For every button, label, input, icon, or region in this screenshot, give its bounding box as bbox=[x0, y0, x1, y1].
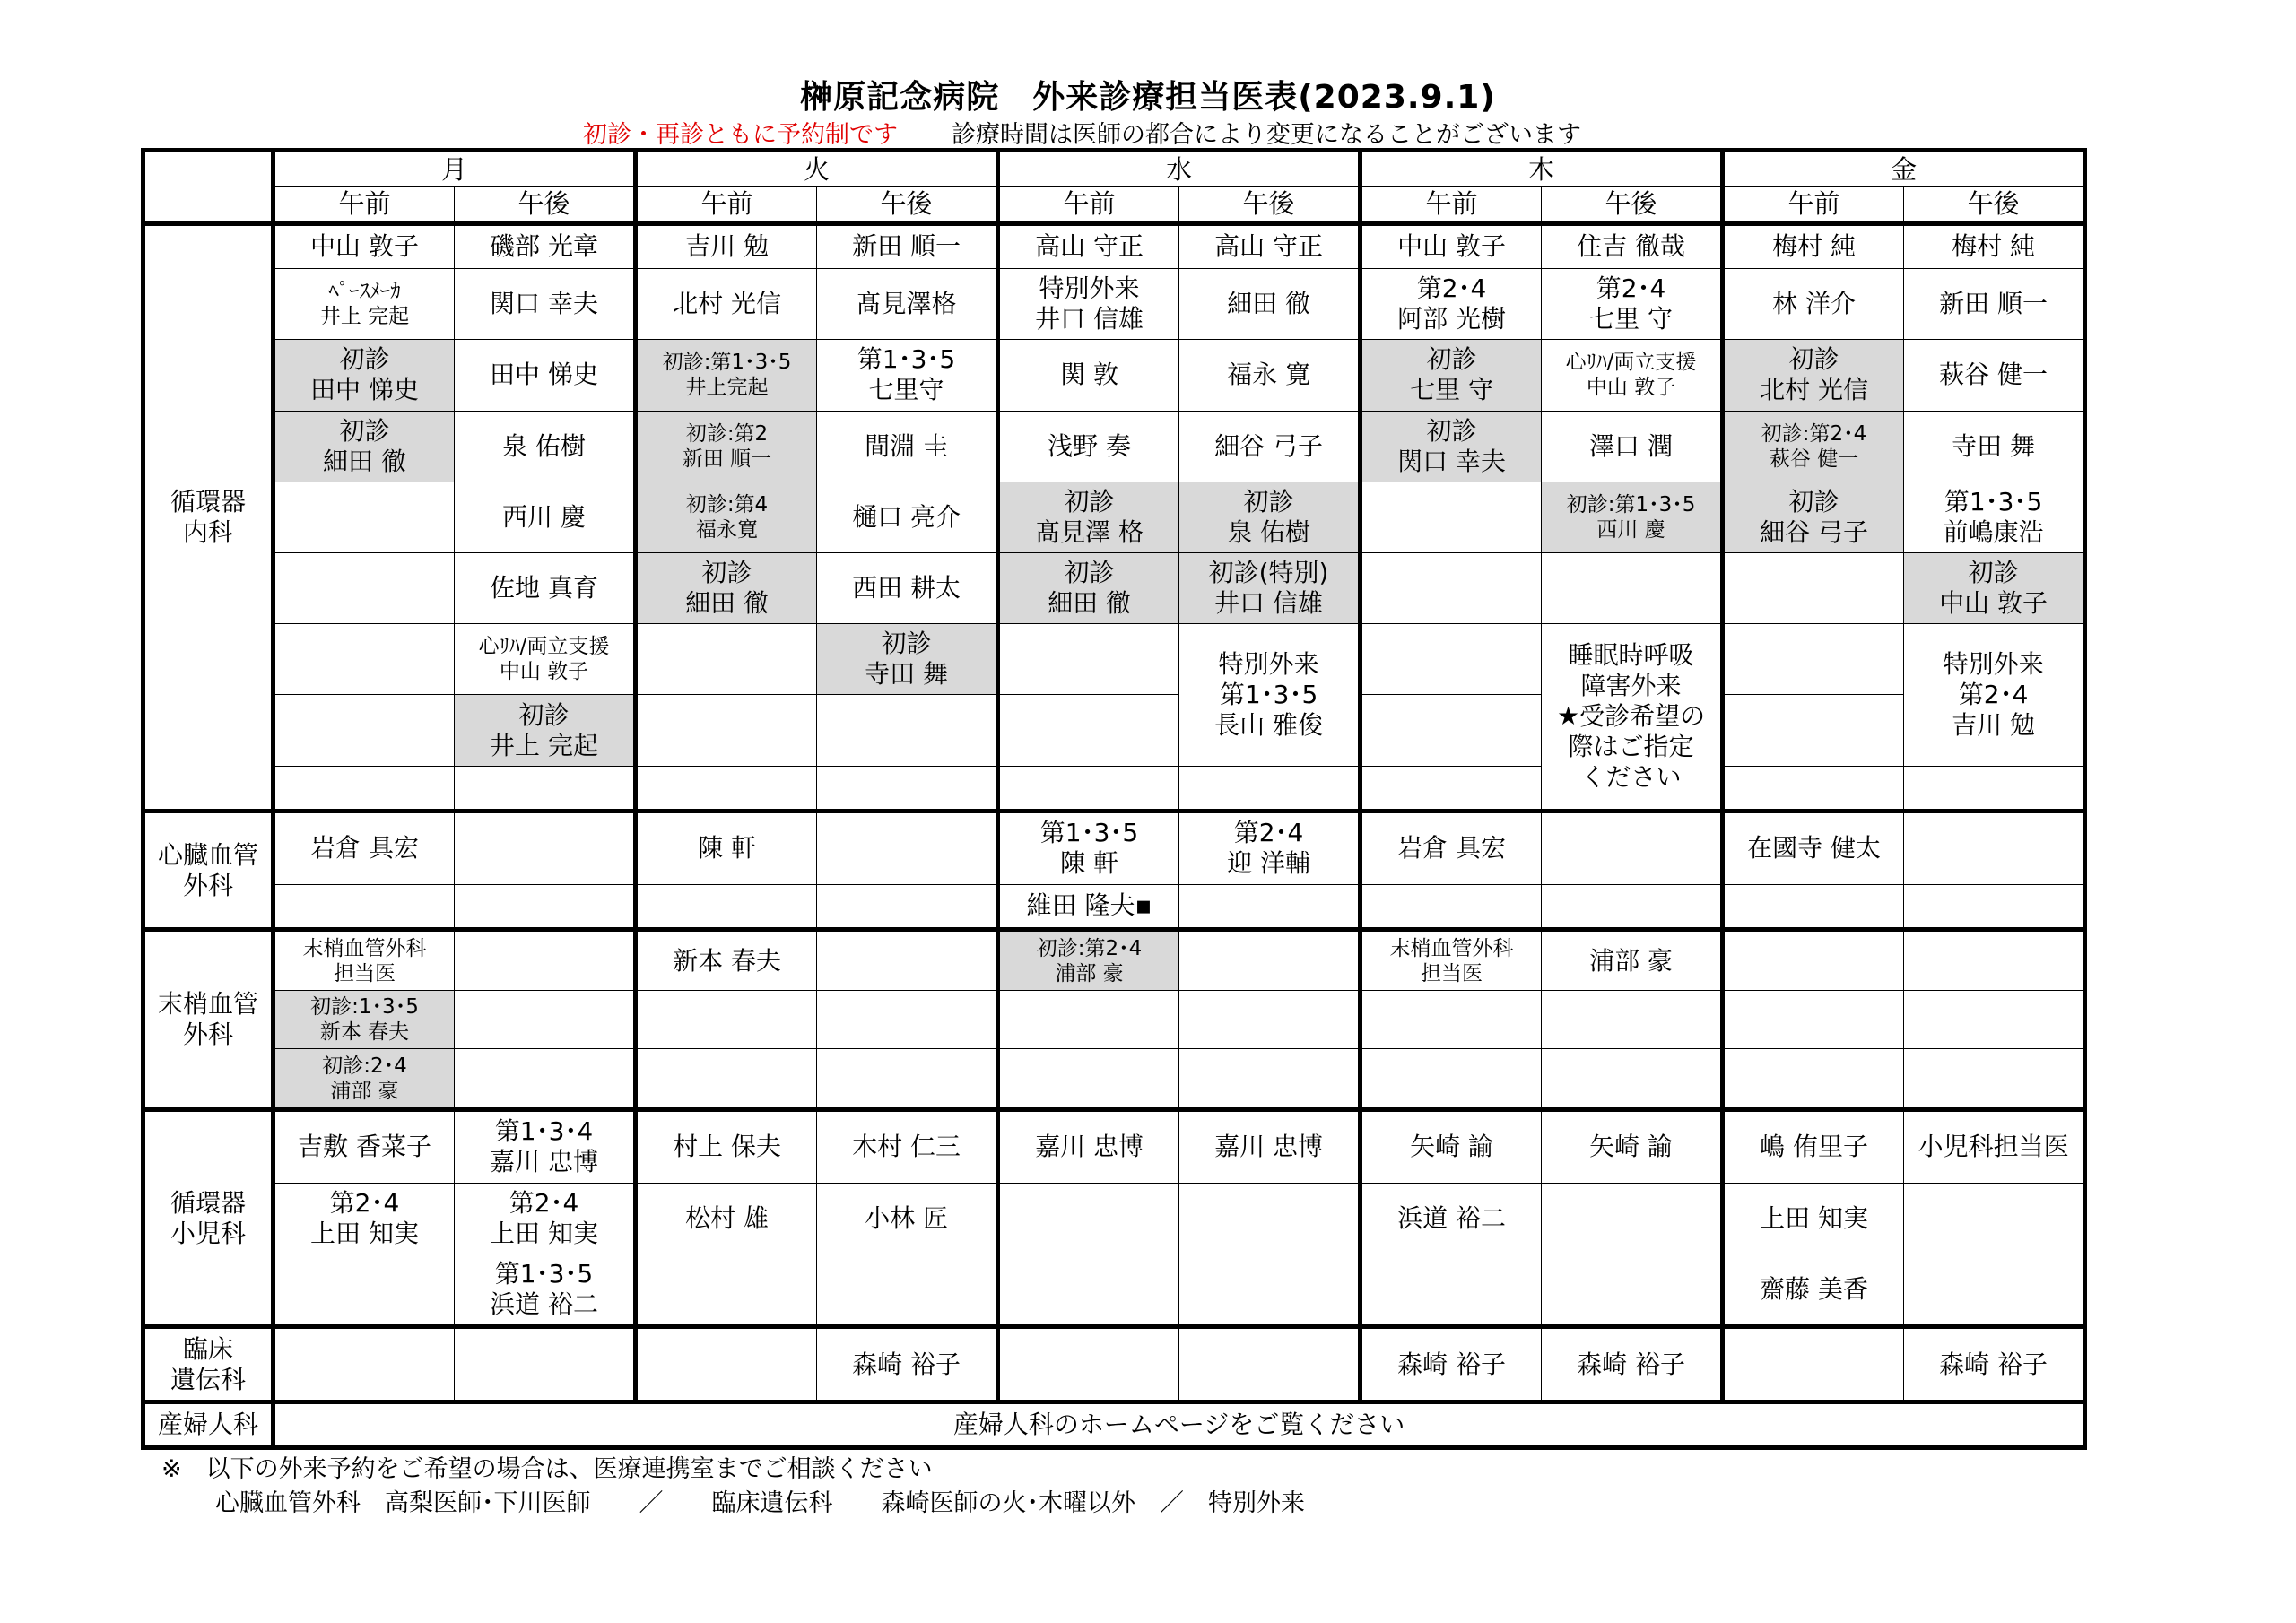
cell-cardiac-surgery-r1-mon-pm bbox=[455, 884, 636, 930]
am-header-mon: 午前 bbox=[274, 187, 455, 223]
cell-cardiac-surgery-r0-mon-am: 岩倉 具宏 bbox=[274, 812, 455, 885]
footnote-1: ※ 以下の外来予約をご希望の場合は、医療連携室までご相談ください bbox=[161, 1455, 933, 1483]
cell-cardiac-surgery-r0-wed-am: 第1･3･5 陳 軒 bbox=[998, 812, 1179, 885]
cell-peripheral-r1-wed-pm bbox=[1179, 990, 1361, 1048]
cell-cardio-internal-r7-fri-am bbox=[1723, 695, 1904, 766]
cell-pediatric-r2-wed-am bbox=[998, 1254, 1179, 1327]
cell-cardio-internal-r4-thu-am bbox=[1361, 482, 1542, 552]
cell-peripheral-r2-thu-am bbox=[1361, 1049, 1542, 1110]
cell-cardio-internal-r8-wed-pm bbox=[1179, 766, 1361, 812]
cell-cardio-internal-r0-mon-pm: 磯部 光章 bbox=[455, 223, 636, 269]
day-header-tue: 火 bbox=[636, 151, 998, 187]
cell-genetics-r0-wed-am bbox=[998, 1327, 1179, 1402]
cell-cardio-internal-r1-thu-pm: 第2･4 七里 守 bbox=[1542, 269, 1723, 340]
cell-cardio-internal-r6-wed-am bbox=[998, 624, 1179, 695]
cell-cardiac-surgery-r0-mon-pm bbox=[455, 812, 636, 885]
cell-cardio-internal-r6-thu-pm: 睡眠時呼吸 障害外来 ★受診希望の 際はご指定 ください bbox=[1542, 624, 1723, 812]
cell-pediatric-r1-tue-pm: 小林 匠 bbox=[817, 1183, 998, 1254]
cell-pediatric-r1-wed-am bbox=[998, 1183, 1179, 1254]
cell-cardio-internal-r0-fri-am: 梅村 純 bbox=[1723, 223, 1904, 269]
cell-cardio-internal-r7-wed-am bbox=[998, 695, 1179, 766]
cell-pediatric-r0-tue-am: 村上 保夫 bbox=[636, 1110, 817, 1184]
cell-cardiac-surgery-r1-wed-pm bbox=[1179, 884, 1361, 930]
cell-cardio-internal-r2-mon-am: 初診 田中 悌史 bbox=[274, 340, 455, 411]
cell-peripheral-r2-wed-pm bbox=[1179, 1049, 1361, 1110]
cell-cardiac-surgery-r1-mon-am bbox=[274, 884, 455, 930]
cell-peripheral-r1-fri-pm bbox=[1904, 990, 2085, 1048]
cell-pediatric-r0-thu-pm: 矢崎 諭 bbox=[1542, 1110, 1723, 1184]
cell-peripheral-r1-tue-pm bbox=[817, 990, 998, 1048]
cell-peripheral-r2-fri-pm bbox=[1904, 1049, 2085, 1110]
notice-line bbox=[583, 115, 1581, 150]
cell-peripheral-r0-mon-am: 末梢血管外科 担当医 bbox=[274, 930, 455, 991]
cell-cardiac-surgery-r1-wed-am: 維田 隆夫▪ bbox=[998, 884, 1179, 930]
day-header-thu: 木 bbox=[1361, 151, 1723, 187]
cell-cardio-internal-r6-mon-am bbox=[274, 624, 455, 695]
cell-cardio-internal-r2-tue-pm: 第1･3･5 七里守 bbox=[817, 340, 998, 411]
cell-cardiac-surgery-r0-tue-pm bbox=[817, 812, 998, 885]
cell-cardio-internal-r0-tue-am: 吉川 勉 bbox=[636, 223, 817, 269]
cell-pediatric-r1-fri-am: 上田 知実 bbox=[1723, 1183, 1904, 1254]
cell-cardio-internal-r5-thu-pm bbox=[1542, 552, 1723, 623]
cell-peripheral-r2-wed-am bbox=[998, 1049, 1179, 1110]
cell-cardio-internal-r6-wed-pm: 特別外来 第1･3･5 長山 雅俊 bbox=[1179, 624, 1361, 766]
cell-pediatric-r1-thu-am: 浜道 裕二 bbox=[1361, 1183, 1542, 1254]
am-header-tue: 午前 bbox=[636, 187, 817, 223]
cell-genetics-r0-fri-pm: 森崎 裕子 bbox=[1904, 1327, 2085, 1402]
cell-peripheral-r0-tue-pm bbox=[817, 930, 998, 991]
schedule-table bbox=[141, 148, 2087, 1450]
footnote-2: 心臓血管外科 高梨医師･下川医師 ／ 臨床遺伝科 森崎医師の火･木曜以外 ／ 特別外来 bbox=[215, 1489, 1305, 1517]
cell-cardio-internal-r6-fri-am bbox=[1723, 624, 1904, 695]
cell-pediatric-r0-mon-am: 吉敷 香菜子 bbox=[274, 1110, 455, 1184]
cell-cardio-internal-r1-tue-pm: 髙見澤格 bbox=[817, 269, 998, 340]
cell-pediatric-r1-mon-am: 第2･4 上田 知実 bbox=[274, 1183, 455, 1254]
cell-cardio-internal-r2-wed-am: 関 敦 bbox=[998, 340, 1179, 411]
cell-cardio-internal-r6-mon-pm: 心ﾘﾊ/両立支援 中山 敦子 bbox=[455, 624, 636, 695]
cell-cardiac-surgery-r0-fri-am: 在國寺 健太 bbox=[1723, 812, 1904, 885]
cell-cardiac-surgery-r0-thu-pm bbox=[1542, 812, 1723, 885]
cell-cardio-internal-r3-wed-am: 浅野 奏 bbox=[998, 411, 1179, 482]
day-header-wed: 水 bbox=[998, 151, 1361, 187]
cell-cardio-internal-r8-wed-am bbox=[998, 766, 1179, 812]
cell-cardio-internal-r8-fri-am bbox=[1723, 766, 1904, 812]
cell-cardio-internal-r2-wed-pm: 福永 寛 bbox=[1179, 340, 1361, 411]
cell-cardio-internal-r2-fri-pm: 萩谷 健一 bbox=[1904, 340, 2085, 411]
cell-cardio-internal-r7-tue-pm bbox=[817, 695, 998, 766]
cell-cardio-internal-r7-mon-am bbox=[274, 695, 455, 766]
cell-cardio-internal-r0-wed-am: 高山 守正 bbox=[998, 223, 1179, 269]
pm-header-thu: 午後 bbox=[1542, 187, 1723, 223]
cell-cardio-internal-r8-mon-pm bbox=[455, 766, 636, 812]
cell-cardio-internal-r8-fri-pm bbox=[1904, 766, 2085, 812]
cell-cardio-internal-r8-tue-pm bbox=[817, 766, 998, 812]
cell-cardio-internal-r1-wed-pm: 細田 徹 bbox=[1179, 269, 1361, 340]
cell-cardio-internal-r5-tue-pm: 西田 耕太 bbox=[817, 552, 998, 623]
cell-cardio-internal-r0-fri-pm: 梅村 純 bbox=[1904, 223, 2085, 269]
cell-cardio-internal-r6-thu-am bbox=[1361, 624, 1542, 695]
cell-pediatric-r2-wed-pm bbox=[1179, 1254, 1361, 1327]
dept-cardio-internal: 循環器 内科 bbox=[144, 223, 274, 812]
cell-cardio-internal-r5-wed-pm: 初診(特別) 井口 信雄 bbox=[1179, 552, 1361, 623]
cell-cardio-internal-r0-mon-am: 中山 敦子 bbox=[274, 223, 455, 269]
dept-cardiac-surgery: 心臓血管 外科 bbox=[144, 812, 274, 930]
cell-cardio-internal-r2-thu-am: 初診 七里 守 bbox=[1361, 340, 1542, 411]
cell-pediatric-r1-wed-pm bbox=[1179, 1183, 1361, 1254]
day-header-fri: 金 bbox=[1723, 151, 2085, 187]
cell-cardio-internal-r5-mon-pm: 佐地 真育 bbox=[455, 552, 636, 623]
cell-genetics-r0-wed-pm bbox=[1179, 1327, 1361, 1402]
cell-peripheral-r0-wed-am: 初診:第2･4 浦部 豪 bbox=[998, 930, 1179, 991]
cell-peripheral-r1-wed-am bbox=[998, 990, 1179, 1048]
cell-cardio-internal-r7-tue-am bbox=[636, 695, 817, 766]
cell-cardio-internal-r4-wed-am: 初診 髙見澤 格 bbox=[998, 482, 1179, 552]
cell-cardio-internal-r3-wed-pm: 細谷 弓子 bbox=[1179, 411, 1361, 482]
cell-cardio-internal-r0-tue-pm: 新田 順一 bbox=[817, 223, 998, 269]
cell-peripheral-r2-tue-am bbox=[636, 1049, 817, 1110]
hours-note: 診療時間は医師の都合により変更になることがございます bbox=[952, 121, 1581, 149]
cell-cardio-internal-r2-tue-am: 初診:第1･3･5 井上完起 bbox=[636, 340, 817, 411]
cell-cardio-internal-r5-fri-pm: 初診 中山 敦子 bbox=[1904, 552, 2085, 623]
reservation-note: 初診・再診ともに予約制です bbox=[583, 121, 898, 149]
cell-cardio-internal-r8-thu-am bbox=[1361, 766, 1542, 812]
cell-pediatric-r2-mon-pm: 第1･3･5 浜道 裕二 bbox=[455, 1254, 636, 1327]
cell-peripheral-r1-thu-pm bbox=[1542, 990, 1723, 1048]
cell-cardio-internal-r8-mon-am bbox=[274, 766, 455, 812]
cell-cardio-internal-r4-thu-pm: 初診:第1･3･5 西川 慶 bbox=[1542, 482, 1723, 552]
cell-cardiac-surgery-r1-thu-pm bbox=[1542, 884, 1723, 930]
cell-cardio-internal-r3-mon-am: 初診 細田 徹 bbox=[274, 411, 455, 482]
cell-genetics-r0-mon-am bbox=[274, 1327, 455, 1402]
cell-cardio-internal-r3-fri-pm: 寺田 舞 bbox=[1904, 411, 2085, 482]
cell-pediatric-r2-fri-pm bbox=[1904, 1254, 2085, 1327]
am-header-wed: 午前 bbox=[998, 187, 1179, 223]
cell-cardio-internal-r7-thu-am bbox=[1361, 695, 1542, 766]
corner-cell bbox=[144, 151, 274, 224]
cell-cardio-internal-r0-thu-pm: 住吉 徹哉 bbox=[1542, 223, 1723, 269]
cell-cardiac-surgery-r1-fri-am bbox=[1723, 884, 1904, 930]
cell-genetics-r0-mon-pm bbox=[455, 1327, 636, 1402]
cell-cardio-internal-r2-thu-pm: 心ﾘﾊ/両立支援 中山 敦子 bbox=[1542, 340, 1723, 411]
day-header-mon: 月 bbox=[274, 151, 636, 187]
cell-cardio-internal-r2-fri-am: 初診 北村 光信 bbox=[1723, 340, 1904, 411]
am-header-fri: 午前 bbox=[1723, 187, 1904, 223]
cell-cardio-internal-r3-mon-pm: 泉 佑樹 bbox=[455, 411, 636, 482]
dept-genetics: 臨床 遺伝科 bbox=[144, 1327, 274, 1402]
cell-cardiac-surgery-r1-tue-am bbox=[636, 884, 817, 930]
cell-peripheral-r0-wed-pm bbox=[1179, 930, 1361, 991]
cell-cardio-internal-r3-thu-pm: 澤口 潤 bbox=[1542, 411, 1723, 482]
cell-cardiac-surgery-r0-thu-am: 岩倉 具宏 bbox=[1361, 812, 1542, 885]
cell-cardio-internal-r8-tue-am bbox=[636, 766, 817, 812]
cell-pediatric-r1-fri-pm bbox=[1904, 1183, 2085, 1254]
cell-pediatric-r2-thu-am bbox=[1361, 1254, 1542, 1327]
pm-header-mon: 午後 bbox=[455, 187, 636, 223]
cell-peripheral-r0-tue-am: 新本 春夫 bbox=[636, 930, 817, 991]
cell-cardiac-surgery-r1-thu-am bbox=[1361, 884, 1542, 930]
cell-genetics-r0-thu-pm: 森崎 裕子 bbox=[1542, 1327, 1723, 1402]
dept-peripheral: 末梢血管 外科 bbox=[144, 930, 274, 1110]
cell-cardio-internal-r1-fri-am: 林 洋介 bbox=[1723, 269, 1904, 340]
cell-cardio-internal-r5-wed-am: 初診 細田 徹 bbox=[998, 552, 1179, 623]
cell-cardio-internal-r4-tue-pm: 樋口 亮介 bbox=[817, 482, 998, 552]
cell-pediatric-r0-mon-pm: 第1･3･4 嘉川 忠博 bbox=[455, 1110, 636, 1184]
cell-cardio-internal-r3-tue-pm: 間淵 圭 bbox=[817, 411, 998, 482]
cell-peripheral-r2-tue-pm bbox=[817, 1049, 998, 1110]
cell-cardio-internal-r5-tue-am: 初診 細田 徹 bbox=[636, 552, 817, 623]
cell-peripheral-r2-fri-am bbox=[1723, 1049, 1904, 1110]
cell-pediatric-r2-mon-am bbox=[274, 1254, 455, 1327]
cell-cardio-internal-r0-wed-pm: 高山 守正 bbox=[1179, 223, 1361, 269]
cell-cardio-internal-r1-tue-am: 北村 光信 bbox=[636, 269, 817, 340]
cell-pediatric-r0-fri-pm: 小児科担当医 bbox=[1904, 1110, 2085, 1184]
cell-pediatric-r1-tue-am: 松村 雄 bbox=[636, 1183, 817, 1254]
cell-peripheral-r0-fri-pm bbox=[1904, 930, 2085, 991]
cell-cardio-internal-r4-fri-pm: 第1･3･5 前嶋康浩 bbox=[1904, 482, 2085, 552]
cell-cardio-internal-r6-tue-pm: 初診 寺田 舞 bbox=[817, 624, 998, 695]
cell-pediatric-r2-tue-am bbox=[636, 1254, 817, 1327]
cell-peripheral-r1-thu-am bbox=[1361, 990, 1542, 1048]
cell-peripheral-r2-mon-pm bbox=[455, 1049, 636, 1110]
cell-cardio-internal-r5-mon-am bbox=[274, 552, 455, 623]
cell-pediatric-r2-tue-pm bbox=[817, 1254, 998, 1327]
cell-cardio-internal-r1-wed-am: 特別外来 井口 信雄 bbox=[998, 269, 1179, 340]
cell-genetics-r0-fri-am bbox=[1723, 1327, 1904, 1402]
cell-cardio-internal-r2-mon-pm: 田中 悌史 bbox=[455, 340, 636, 411]
cell-cardio-internal-r6-tue-am bbox=[636, 624, 817, 695]
cell-cardio-internal-r5-fri-am bbox=[1723, 552, 1904, 623]
cell-cardiac-surgery-r1-tue-pm bbox=[817, 884, 998, 930]
cell-cardio-internal-r7-mon-pm: 初診 井上 完起 bbox=[455, 695, 636, 766]
cell-cardio-internal-r4-fri-am: 初診 細谷 弓子 bbox=[1723, 482, 1904, 552]
cell-pediatric-r1-thu-pm bbox=[1542, 1183, 1723, 1254]
cell-cardio-internal-r4-mon-am bbox=[274, 482, 455, 552]
cell-pediatric-r0-wed-pm: 嘉川 忠博 bbox=[1179, 1110, 1361, 1184]
cell-pediatric-r2-fri-am: 齋藤 美香 bbox=[1723, 1254, 1904, 1327]
cell-genetics-r0-tue-am bbox=[636, 1327, 817, 1402]
cell-peripheral-r0-mon-pm bbox=[455, 930, 636, 991]
page-title: 榊原記念病院 外来診療担当医表(2023.9.1) bbox=[800, 79, 1496, 116]
cell-cardiac-surgery-r0-tue-am: 陳 軒 bbox=[636, 812, 817, 885]
obgyn-notice: 産婦人科のホームページをご覧ください bbox=[274, 1402, 2085, 1448]
cell-peripheral-r1-mon-pm bbox=[455, 990, 636, 1048]
cell-peripheral-r1-tue-am bbox=[636, 990, 817, 1048]
cell-peripheral-r0-fri-am bbox=[1723, 930, 1904, 991]
cell-pediatric-r1-mon-pm: 第2･4 上田 知実 bbox=[455, 1183, 636, 1254]
cell-pediatric-r0-tue-pm: 木村 仁三 bbox=[817, 1110, 998, 1184]
cell-cardio-internal-r5-thu-am bbox=[1361, 552, 1542, 623]
dept-obgyn: 産婦人科 bbox=[144, 1402, 274, 1448]
cell-genetics-r0-tue-pm: 森崎 裕子 bbox=[817, 1327, 998, 1402]
cell-peripheral-r2-mon-am: 初診:2･4 浦部 豪 bbox=[274, 1049, 455, 1110]
cell-pediatric-r2-thu-pm bbox=[1542, 1254, 1723, 1327]
cell-cardio-internal-r4-wed-pm: 初診 泉 佑樹 bbox=[1179, 482, 1361, 552]
cell-cardio-internal-r6-fri-pm: 特別外来 第2･4 吉川 勉 bbox=[1904, 624, 2085, 766]
pm-header-fri: 午後 bbox=[1904, 187, 2085, 223]
cell-cardio-internal-r1-mon-pm: 関口 幸夫 bbox=[455, 269, 636, 340]
cell-cardio-internal-r1-thu-am: 第2･4 阿部 光樹 bbox=[1361, 269, 1542, 340]
cell-cardio-internal-r3-tue-am: 初診:第2 新田 順一 bbox=[636, 411, 817, 482]
cell-cardiac-surgery-r0-wed-pm: 第2･4 迎 洋輔 bbox=[1179, 812, 1361, 885]
cell-peripheral-r1-mon-am: 初診:1･3･5 新本 春夫 bbox=[274, 990, 455, 1048]
cell-cardio-internal-r0-thu-am: 中山 敦子 bbox=[1361, 223, 1542, 269]
cell-cardio-internal-r3-fri-am: 初診:第2･4 萩谷 健一 bbox=[1723, 411, 1904, 482]
cell-cardio-internal-r4-mon-pm: 西川 慶 bbox=[455, 482, 636, 552]
pm-header-wed: 午後 bbox=[1179, 187, 1361, 223]
cell-cardiac-surgery-r0-fri-pm bbox=[1904, 812, 2085, 885]
cell-peripheral-r2-thu-pm bbox=[1542, 1049, 1723, 1110]
cell-peripheral-r1-fri-am bbox=[1723, 990, 1904, 1048]
pm-header-tue: 午後 bbox=[817, 187, 998, 223]
cell-pediatric-r0-wed-am: 嘉川 忠博 bbox=[998, 1110, 1179, 1184]
cell-pediatric-r0-fri-am: 嶋 侑里子 bbox=[1723, 1110, 1904, 1184]
cell-peripheral-r0-thu-pm: 浦部 豪 bbox=[1542, 930, 1723, 991]
cell-peripheral-r0-thu-am: 末梢血管外科 担当医 bbox=[1361, 930, 1542, 991]
cell-cardiac-surgery-r1-fri-pm bbox=[1904, 884, 2085, 930]
cell-pediatric-r0-thu-am: 矢崎 諭 bbox=[1361, 1110, 1542, 1184]
cell-cardio-internal-r4-tue-am: 初診:第4 福永寛 bbox=[636, 482, 817, 552]
dept-pediatric: 循環器 小児科 bbox=[144, 1110, 274, 1327]
cell-cardio-internal-r3-thu-am: 初診 関口 幸夫 bbox=[1361, 411, 1542, 482]
am-header-thu: 午前 bbox=[1361, 187, 1542, 223]
cell-cardio-internal-r1-mon-am: ﾍﾟｰｽﾒｰｶ 井上 完起 bbox=[274, 269, 455, 340]
cell-cardio-internal-r1-fri-pm: 新田 順一 bbox=[1904, 269, 2085, 340]
cell-genetics-r0-thu-am: 森崎 裕子 bbox=[1361, 1327, 1542, 1402]
